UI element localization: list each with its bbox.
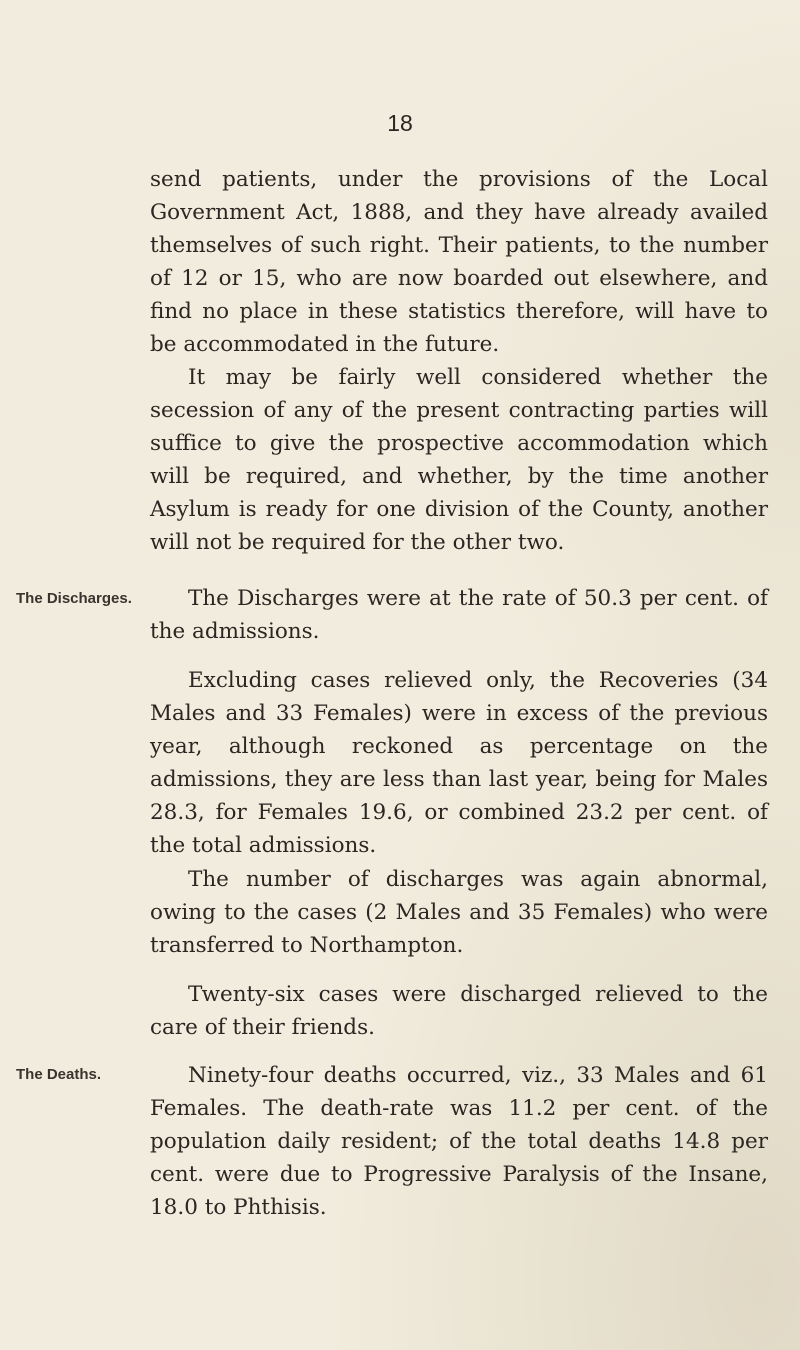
side-note-discharges: The Discharges. <box>16 590 132 607</box>
paragraph-continued: send patients, under the provisions of the Local Government Act, 1888, and they have already availed themselves of such right. Their patients, to the number of 12 or 15, who are now boarded out elsewhere, and find no place in these statistics therefore, will have to be accommodated in the future. <box>150 167 768 357</box>
paragraph-secession: It may be fairly well considered whether the secession of any of the present contracting parties will suffice to give the prospective accommodation which will be required, and whether, by the time another Asylum is ready for one division of the County, another will not be required for the other two. <box>150 365 768 555</box>
paragraph-discharges: The Discharges were at the rate of 50.3 per cent. of the admissions. <box>150 586 768 644</box>
page-number: 18 <box>387 110 413 136</box>
paragraph-deaths: Ninety-four deaths occurred, viz., 33 Males and 61 Females. The death-rate was 11.2 per cent. of the population daily resident; of the total deaths 14.8 per cent. were due to Progressive Paralysis of the Insane, 18.0 to Phthisis. <box>150 1063 768 1220</box>
paragraph-transfers: The number of discharges was again abnormal, owing to the cases (2 Males and 35 Females) who were transferred to Northampton. <box>150 867 768 958</box>
paragraph-relieved: Twenty-six cases were discharged relieved to the care of their friends. <box>150 982 768 1040</box>
side-note-deaths: The Deaths. <box>16 1066 102 1083</box>
paragraph-recoveries: Excluding cases relieved only, the Recoveries (34 Males and 33 Females) were in excess of the previous year, although reckoned as percentage on the admissions, they are less than last year, being for Males 28.3, for Females 19.6, or combined 23.2 per cent. of the total admissions. <box>150 668 768 858</box>
